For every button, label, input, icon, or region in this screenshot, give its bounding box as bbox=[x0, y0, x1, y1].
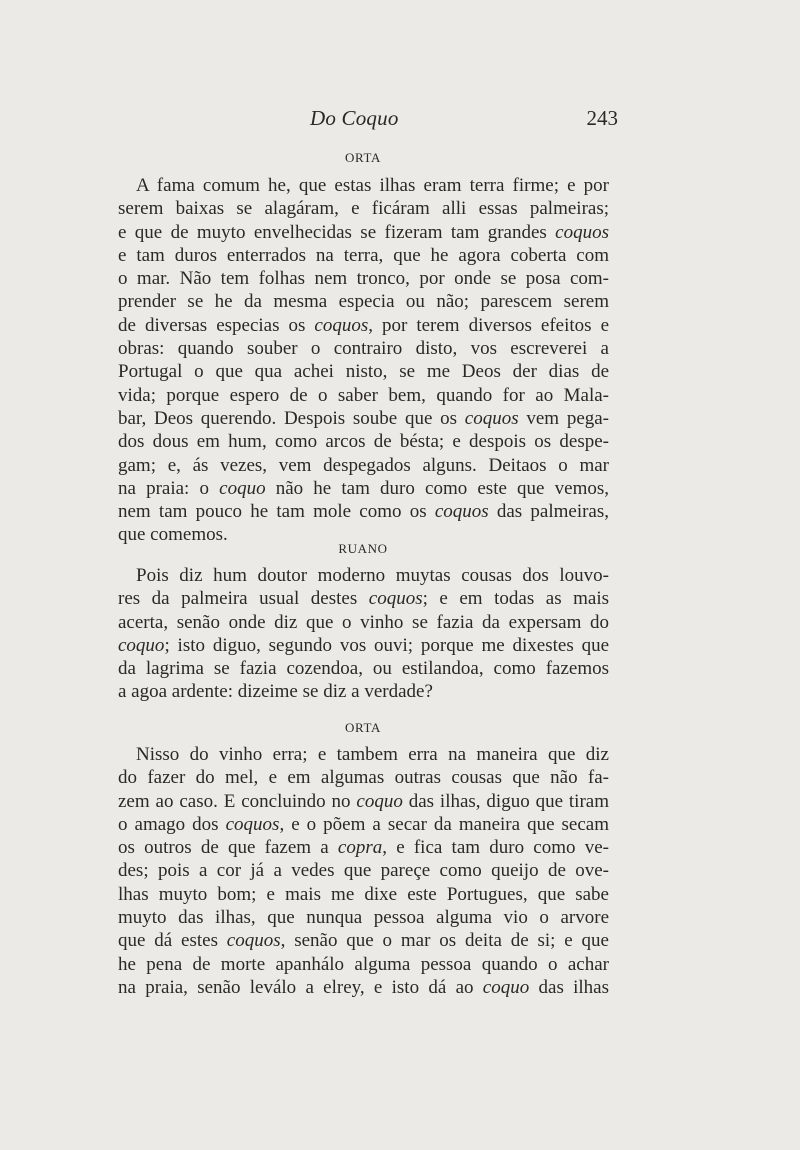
text-line: serem baixas se alagáram, e ficáram alli essas palmeiras; bbox=[118, 198, 609, 220]
page-header bbox=[118, 106, 618, 134]
text-line: e que de muyto envelhecidas se fizeram tam grandes coquos bbox=[118, 221, 609, 243]
dialogue-paragraph bbox=[118, 564, 609, 704]
text-line: res da palmeira usual destes coquos; e em todas as mais bbox=[118, 588, 609, 610]
text-line: do fazer do mel, e em algumas outras cousas que não fa- bbox=[118, 767, 609, 789]
speaker-heading: ORTA bbox=[345, 150, 381, 165]
page-number: 243 bbox=[586, 106, 618, 130]
text-line: he pena de morte apanhálo alguma pessoa quando o achar bbox=[118, 953, 609, 975]
dialogue-paragraph bbox=[118, 743, 609, 999]
text-line: que dá estes coquos, senão que o mar os deita de si; e que bbox=[118, 930, 609, 952]
text-line: Portugal o que qua achei nisto, se me Deos der dias de bbox=[118, 361, 609, 383]
text-line: des; pois a cor já a vedes que pareçe como queijo de ove- bbox=[118, 860, 609, 882]
text-line: acerta, senão onde diz que o vinho se fazia da expersam do bbox=[118, 611, 609, 633]
text-line: coquo; isto diguo, segundo vos ouvi; porque me dixestes que bbox=[118, 634, 609, 656]
dialogue-paragraph bbox=[118, 174, 609, 547]
text-line: gam; e, ás vezes, vem despegados alguns. Deitaos o mar bbox=[118, 454, 609, 476]
speaker-heading: RUANO bbox=[338, 541, 388, 556]
text-line: Nisso do vinho erra; e tambem erra na maneira que diz bbox=[136, 744, 609, 765]
text-line: zem ao caso. E concluindo no coquo das ilhas, diguo que tiram bbox=[118, 790, 609, 812]
text-line: o amago dos coquos, e o põem a secar da maneira que secam bbox=[118, 813, 609, 835]
text-line: a agoa ardente: dizeime se diz a verdade? bbox=[118, 681, 433, 703]
text-line: na praia: o coquo não he tam duro como este que vemos, bbox=[118, 477, 609, 499]
text-line: obras: quando souber o contrairo disto, vos escreverei a bbox=[118, 338, 609, 360]
speaker-heading: ORTA bbox=[345, 720, 381, 735]
text-line: lhas muyto bom; e mais me dixe este Portugues, que sabe bbox=[118, 883, 609, 905]
text-line: dos dous em hum, como arcos de bésta; e despois os despe- bbox=[118, 431, 609, 453]
text-line: na praia, senão leválo a elrey, e isto dá ao coquo das ilhas bbox=[118, 976, 609, 998]
text-line: os outros de que fazem a copra, e fica tam duro como ve- bbox=[118, 837, 609, 859]
text-line: da lagrima se fazia cozendoa, ou estilandoa, como fazemos bbox=[118, 658, 609, 680]
text-line: o mar. Não tem folhas nem tronco, por onde se posa com- bbox=[118, 268, 609, 290]
text-line: muyto das ilhas, que nunqua pessoa alguma vio o arvore bbox=[118, 907, 609, 929]
text-line: Pois diz hum doutor moderno muytas cousas dos louvo- bbox=[136, 565, 609, 586]
text-line: que comemos. bbox=[118, 524, 228, 546]
text-line: vida; porque espero de o saber bem, quando for ao Mala- bbox=[118, 384, 609, 406]
running-title: Do Coquo bbox=[310, 106, 399, 130]
text-line: prender se he da mesma especia ou não; parescem serem bbox=[118, 291, 609, 313]
text-line: e tam duros enterrados na terra, que he agora coberta com bbox=[118, 244, 609, 266]
text-line: de diversas especias os coquos, por terem diversos efeitos e bbox=[118, 314, 609, 336]
text-line: bar, Deos querendo. Despois soube que os coquos vem pega- bbox=[118, 407, 609, 429]
text-line: nem tam pouco he tam mole como os coquos das palmeiras, bbox=[118, 501, 609, 523]
text-line: A fama comum he, que estas ilhas eram terra firme; e por bbox=[136, 175, 609, 196]
